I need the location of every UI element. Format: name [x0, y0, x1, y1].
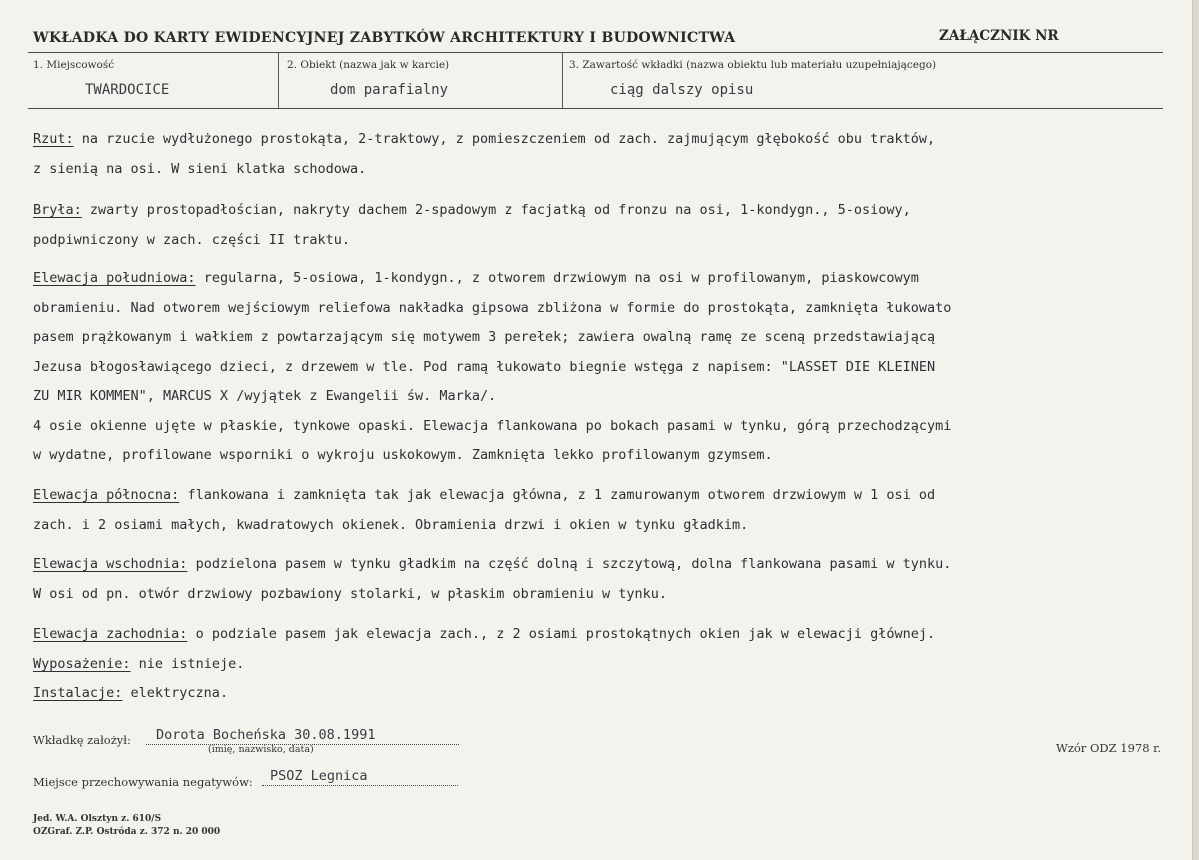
content-value: ciąg dalszy opisu	[610, 82, 754, 98]
text-line	[33, 620, 1158, 650]
annex-number-label: ZAŁĄCZNIK NR	[939, 28, 1059, 44]
text-line: ZU MIR KOMMEN", MARCUS X /wyjątek z Ewangelii św. Marka/.	[33, 388, 497, 404]
text-line	[33, 679, 1158, 709]
section-text: zwarty prostopadłościan, nakryty dachem 2-spadowym z facjatką od fronzu na osi, 1-kondygn., 5-osiowy,	[81, 202, 911, 218]
section-heading: Bryła:	[33, 202, 82, 218]
section-plan	[33, 125, 1158, 184]
text-line	[33, 196, 1158, 226]
section-west-elevation	[33, 620, 1158, 709]
section-heading: Wyposażenie:	[33, 655, 131, 672]
print-info-2: OZGraf. Z.P. Ostróda z. 372 n. 20 000	[33, 827, 221, 837]
storage-value: PSOZ Legnica	[270, 768, 368, 784]
section-heading: Elewacja wschodnia:	[33, 556, 188, 572]
text-line: zach. i 2 osiami małych, kwadratowych okienek. Obramienia drzwi i okien w tynku gładkim.	[33, 516, 749, 533]
text-line	[33, 650, 1158, 680]
header-rule	[28, 108, 1163, 109]
author-hint: (imię, nazwisko, data)	[208, 744, 314, 755]
text-line	[33, 264, 1158, 294]
locality-value: TWARDOCICE	[85, 82, 170, 98]
section-text: elektryczna.	[122, 685, 229, 701]
section-text: nie istnieje.	[130, 655, 245, 672]
locality-label: 1. Miejscowość	[33, 59, 115, 71]
author-label: Wkładkę założył:	[33, 733, 131, 747]
section-text: podzielona pasem w tynku gładkim na część dolną i szczytową, dolna flankowana pasami w tynku.	[187, 556, 952, 572]
section-text: regularna, 5-osiowa, 1-kondygn., z otworem drzwiowym na osi w profilowanym, piaskowcowym	[195, 270, 919, 286]
text-line	[33, 125, 1158, 155]
text-line: z sienią na osi. W sieni klatka schodowa.	[33, 160, 367, 177]
section-mass	[33, 196, 1158, 255]
section-south-elevation	[33, 264, 1158, 471]
form-model: Wzór ODZ 1978 r.	[1056, 741, 1162, 755]
section-heading: Rzut:	[33, 131, 74, 147]
section-text: o podziale pasem jak elewacja zach., z 2 osiami prostokątnych okien jak w elewacji głównej.	[187, 626, 936, 642]
section-heading: Elewacja południowa:	[33, 270, 196, 286]
section-heading: Elewacja północna:	[33, 487, 180, 503]
content-label: 3. Zawartość wkładki (nazwa obiektu lub materiału uzupełniającego)	[569, 59, 937, 71]
field-separator	[562, 53, 563, 108]
section-text: flankowana i zamknięta tak jak elewacja główna, z 1 zamurowanym otworem drzwiowym w 1 osi od	[179, 487, 936, 503]
text-line: 4 osie okienne ujęte w płaskie, tynkowe opaski. Elewacja flankowana po bokach pasami w tynku, górą przechodzącymi	[33, 417, 952, 434]
text-line: w wydatne, profilowane wsporniki o wykroju uskokowym. Zamknięta lekko profilowanym gzymsem.	[33, 447, 773, 463]
section-north-elevation	[33, 481, 1158, 540]
text-line: pasem prążkowanym i wałkiem z powtarzającym się motywem 3 perełek; zawiera owalną ramę ze sceną przedstawiającą	[33, 329, 936, 345]
object-label: 2. Obiekt (nazwa jak w karcie)	[287, 59, 450, 71]
field-separator	[278, 53, 279, 108]
section-east-elevation	[33, 550, 1158, 609]
text-line: obramieniu. Nad otworem wejściowym reliefowa nakładka gipsowa zbliżona w formie do prostokąta, zamknięta łukowato	[33, 299, 952, 316]
card-edge	[1192, 0, 1199, 860]
text-line	[33, 481, 1158, 511]
storage-label: Miejsce przechowywania negatywów:	[33, 775, 253, 789]
text-line: W osi od pn. otwór drzwiowy pozbawiony stolarki, w płaskim obramieniu w tynku.	[33, 585, 667, 602]
section-text: na rzucie wydłużonego prostokąta, 2-traktowy, z pomieszczeniem od zach. zajmującym głębokość obu traktów,	[73, 131, 936, 147]
print-info-1: Jed. W.A. Olsztyn z. 610/S	[33, 814, 162, 824]
storage-dotted-line	[262, 785, 458, 786]
author-value: Dorota Bocheńska 30.08.1991	[156, 727, 376, 743]
form-title: WKŁADKA DO KARTY EWIDENCYJNEJ ZABYTKÓW ARCHITEKTURY I BUDOWNICTWA	[33, 30, 736, 46]
text-line: Jezusa błogosławiącego dzieci, z drzewem w tle. Pod ramą łukowato biegnie wstęga z napisem: "LASSET DIE KLEINEN	[33, 358, 936, 375]
object-value: dom parafialny	[330, 82, 449, 98]
text-line	[33, 550, 1158, 580]
text-line: podpiwniczony w zach. części II traktu.	[33, 231, 350, 248]
top-rule	[28, 52, 1163, 53]
section-heading: Elewacja zachodnia:	[33, 626, 188, 642]
section-heading: Instalacje:	[33, 685, 123, 701]
